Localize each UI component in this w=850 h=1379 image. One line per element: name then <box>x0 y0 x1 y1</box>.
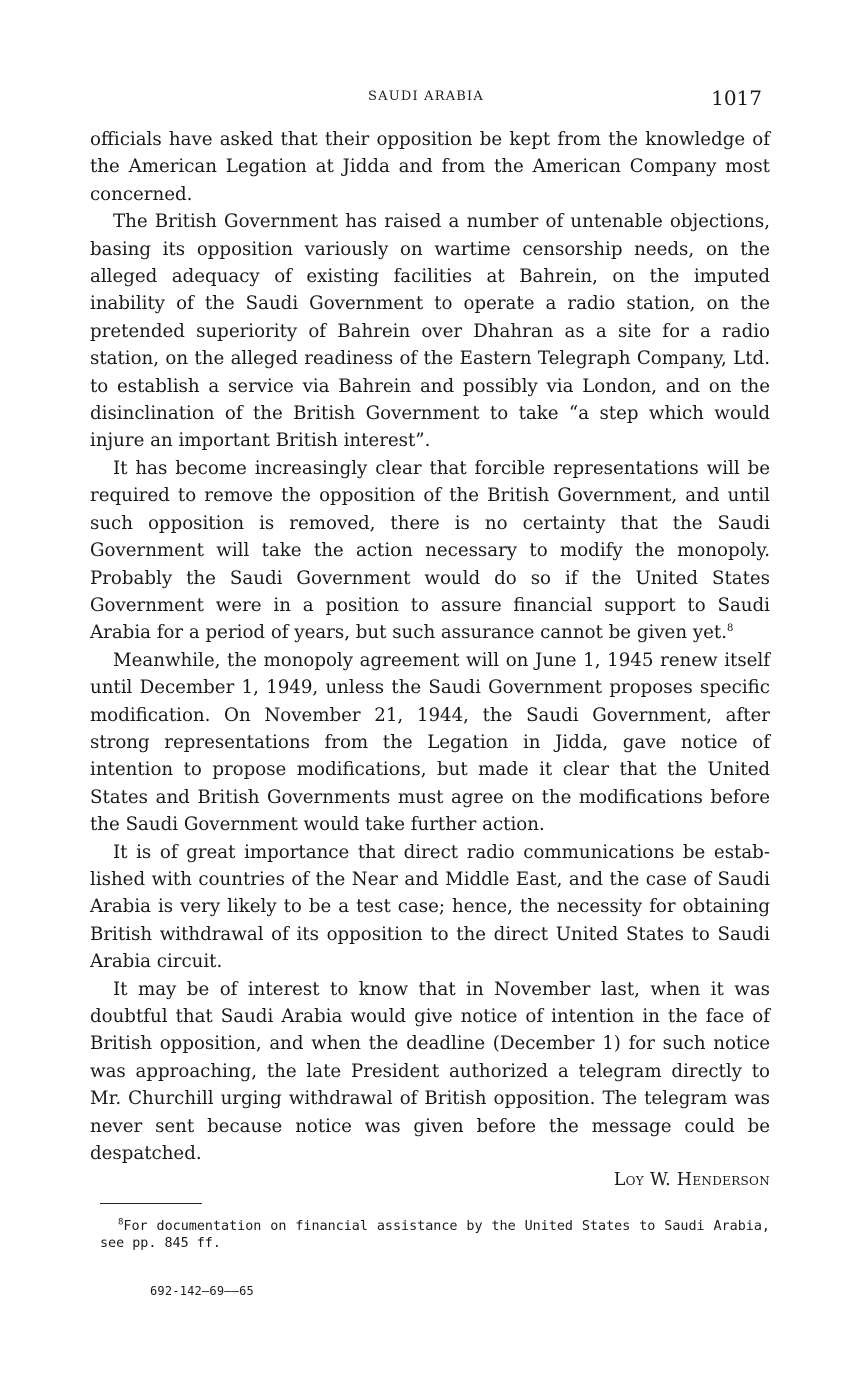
running-head <box>90 86 762 110</box>
paragraph-3-text: It has become increasingly clear that forcible representations will be required to remove the opposition of the British Government, and until such opposition is removed, there is no certainty that the Saudi Government will take the action necessary to modify the monopoly. Probably the Saudi Government would do so if the United States Government were in a position to assure financial support to Saudi Arabia for a period of years, but such assurance cannot be given yet. <box>90 457 770 644</box>
paragraph-1: officials have asked that their opposition be kept from the knowledge of the American Legation at Jidda and from the American Company most concerned. <box>90 129 770 205</box>
footnote-text: For documentation on financial assistance by the United States to Saudi Arabia, see pp. 845 ff. <box>100 1219 770 1251</box>
signature: Loy W. Henderson <box>613 1170 770 1190</box>
footnote-reference[interactable]: 8 <box>726 623 734 635</box>
print-signature-code: 692-142—69——65 <box>150 1284 254 1298</box>
footnote <box>100 1218 770 1252</box>
footnote-divider <box>100 1203 202 1204</box>
paragraph-6: It may be of interest to know that in November last, when it was doubtful that Saudi Arabia would give notice of intention in the face of British opposition, and when the deadline (December 1) for such notice was approaching, the late President authorized a telegram directly to Mr. Churchill urging withdrawal of British opposition. The telegram was never sent because notice was given before the message could be despatched. <box>90 978 770 1165</box>
paragraph-5: It is of great importance that direct radio communications be established with countries of the Near and Middle East, and the case of Saudi Arabia is very likely to be a test case; hence, the necessity for obtaining British withdrawal of its opposition to the direct United States to Saudi Arabia circuit. <box>90 841 770 973</box>
paragraph-4: Meanwhile, the monopoly agreement will on June 1, 1945 renew itself until December 1, 1949, unless the Saudi Government proposes specific modification. On November 21, 1944, the Saudi Government, after strong representations from the Legation in Jidda, gave notice of intention to propose modifications, but made it clear that the United States and British Governments must agree on the modifications before the Saudi Government would take further action. <box>90 649 770 836</box>
page-number: 1017 <box>711 86 762 110</box>
footnote-mark: 8 <box>118 1217 124 1228</box>
paragraph-2: The British Government has raised a number of untenable objections, basing its opposition variously on wartime censorship needs, on the alleged adequacy of existing facilities at Bahrein, on the imputed inability of the Saudi Government to operate a radio station, on the pretended superiority of Bahrein over Dhahran as a site for a radio station, on the alleged readiness of the Eastern Telegraph Company, Ltd. to establish a service via Bahrein and possibly via London, and on the disinclination of the British Government to take “a step which would injure an important British interest”. <box>90 211 770 452</box>
body-text <box>90 126 770 1167</box>
running-title: SAUDI ARABIA <box>368 89 484 104</box>
paragraph-3 <box>90 455 770 647</box>
